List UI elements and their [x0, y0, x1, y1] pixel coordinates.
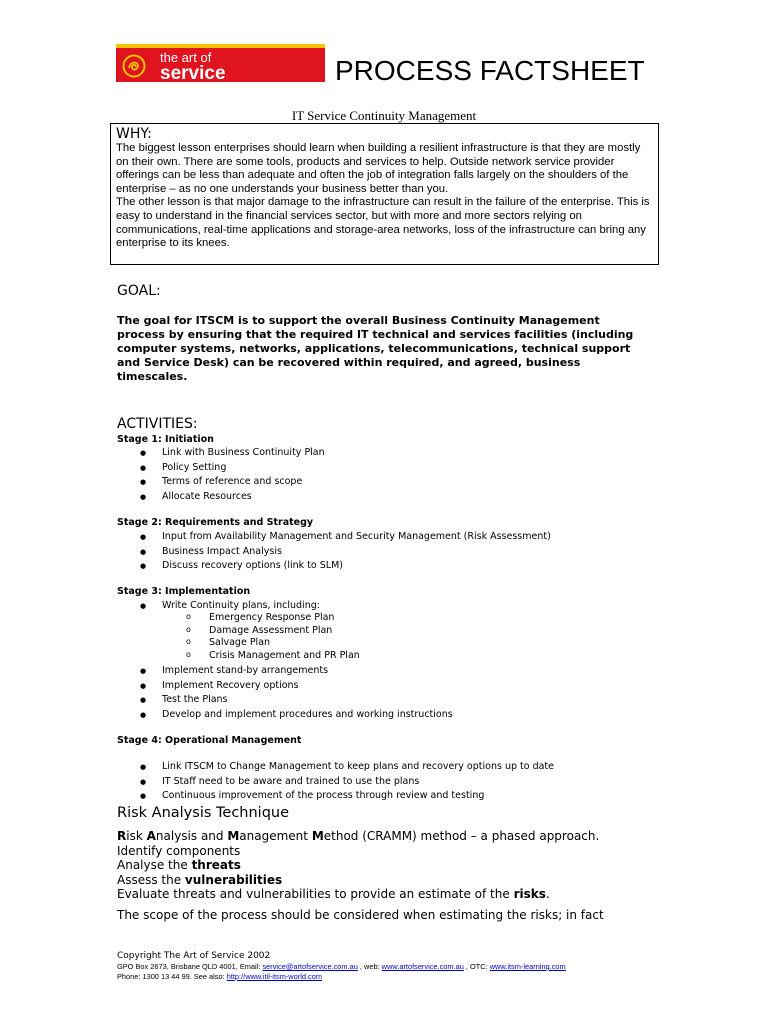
risk-text: isk	[126, 829, 147, 843]
risk-text: Analyse the	[117, 858, 192, 873]
footer-text: GPO Box 2673, Brisbane QLD 4001, Email:	[117, 962, 263, 971]
goal-text: The goal for ITSCM is to support the overall Business Continuity Management process by ensuring that the required IT technical and services facilities (including computer systems, networks, applications, telecommunications, technical support and Service Desk) can be recovered within required, and agreed, business timescales.	[117, 314, 634, 383]
risk-text: Evaluate threats and vulnerabilities to provide an estimate of the	[117, 887, 514, 902]
risk-letter-a: A	[146, 829, 156, 843]
risk-line-threats	[117, 858, 677, 873]
logo-wordmark	[160, 51, 226, 84]
risk-line-evaluate	[117, 887, 677, 902]
list-item: ● Discuss recovery options (link to SLM)	[140, 559, 551, 574]
list-item: ● Implement Recovery options	[140, 679, 453, 694]
risk-text: Assess the	[117, 872, 185, 887]
list-item: ● IT Staff need to be aware and trained to use the plans	[140, 775, 554, 790]
stage-3-title: Stage 3: Implementation	[117, 586, 251, 597]
risk-letter-r: R	[117, 829, 127, 843]
stage-1-list	[140, 446, 325, 505]
sub-list-item: o Salvage Plan	[185, 637, 360, 650]
logo-line2: service	[160, 63, 226, 84]
why-paragraph-2: The other lesson is that major damage to the infrastructure can result in the failure of the enterprise. This is easy to understand in the financial services sector, but with more and more sectors relying on communications, real-time applications and storage-area networks, loss of the infrastructure can bring any enterprise to its knees.	[116, 196, 650, 250]
stage-1-title: Stage 1: Initiation	[117, 434, 214, 445]
risk-line-vulnerabilities	[117, 873, 677, 888]
stage-4-title: Stage 4: Operational Management	[117, 735, 302, 746]
risk-risks: risks	[513, 887, 546, 902]
logo-line1: the art of	[160, 50, 212, 65]
sub-list-item: o Crisis Management and PR Plan	[185, 650, 360, 663]
stage-2-list	[140, 530, 551, 574]
logo-swirl-icon	[122, 54, 146, 78]
footer-see-also-link[interactable]: http://www.itil-itsm-world.com	[226, 971, 322, 981]
list-item: ● Develop and implement procedures and working instructions	[140, 708, 453, 723]
footer-address-line	[117, 962, 566, 972]
goal-heading: GOAL:	[117, 283, 161, 299]
sub-list-item: o Damage Assessment Plan	[185, 625, 360, 638]
list-item: ● Test the Plans	[140, 693, 453, 708]
page-footer	[117, 950, 566, 981]
footer-text: , OTC:	[463, 962, 490, 971]
list-item: ● Terms of reference and scope	[140, 475, 325, 490]
list-item: ● Policy Setting	[140, 461, 325, 476]
risk-heading: Risk Analysis Technique	[117, 805, 290, 821]
footer-web-link[interactable]: www.artofservice.com.au	[381, 962, 464, 971]
sub-list-item: o Emergency Response Plan	[185, 612, 360, 625]
list-item: ● Link ITSCM to Change Management to keep plans and recovery options up to date	[140, 760, 554, 775]
why-paragraph-1: The biggest lesson enterprises should learn when building a resilient infrastructure is that they are mostly on their own. There are some tools, products and services to help. Outside network service provider offerings can be less than adequate and often the job of integration falls largely on the shoulders of the enterprise – as no one understands your business better than you.	[116, 142, 641, 195]
list-item: ● Business Impact Analysis	[140, 545, 551, 560]
document-subtitle: IT Service Continuity Management	[291, 108, 477, 123]
list-item: ● Write Continuity plans, including:	[140, 599, 320, 614]
risk-line-scope: The scope of the process should be considered when estimating the risks; in fact	[117, 907, 604, 922]
risk-vulnerabilities: vulnerabilities	[184, 872, 283, 887]
list-item: ● Link with Business Continuity Plan	[140, 446, 325, 461]
document-title: PROCESS FACTSHEET	[335, 55, 645, 86]
risk-text: .	[545, 887, 550, 902]
footer-otc-link[interactable]: www.itsm-learning.com	[489, 962, 566, 971]
stage-3-list-continued	[140, 664, 453, 723]
risk-line-identify: Identify components	[117, 843, 241, 858]
list-item: ● Implement stand-by arrangements	[140, 664, 453, 679]
risk-letter-m: M	[227, 829, 240, 843]
list-item: ● Continuous improvement of the process through review and testing	[140, 789, 554, 804]
stage-3-sublist	[185, 612, 360, 663]
brand-logo	[116, 44, 325, 82]
logo-stripe	[116, 44, 325, 48]
footer-text: Phone: 1300 13 44 99. See also:	[117, 971, 227, 981]
footer-email-link[interactable]: service@artofservice.com.au	[262, 962, 358, 971]
stage-2-title: Stage 2: Requirements and Strategy	[117, 517, 314, 528]
risk-line-cramm	[117, 829, 677, 844]
risk-text: anagement	[239, 829, 312, 843]
footer-phone-line	[117, 972, 566, 982]
risk-text: nalysis and	[155, 829, 228, 843]
risk-letter-m2: M	[311, 829, 324, 843]
list-item: ● Input from Availability Management and Security Management (Risk Assessment)	[140, 530, 551, 545]
activities-heading: ACTIVITIES:	[117, 416, 198, 432]
why-heading: WHY:	[116, 126, 152, 142]
risk-body	[117, 829, 677, 923]
stage-4-list	[140, 760, 554, 804]
why-section	[110, 123, 659, 265]
list-item: ● Allocate Resources	[140, 490, 325, 505]
risk-text: ethod (CRAMM) method – a phased approach.	[323, 829, 600, 843]
risk-threats: threats	[191, 858, 241, 873]
footer-text: , web:	[357, 962, 382, 971]
footer-copyright: Copyright The Art of Service 2002	[117, 951, 271, 961]
